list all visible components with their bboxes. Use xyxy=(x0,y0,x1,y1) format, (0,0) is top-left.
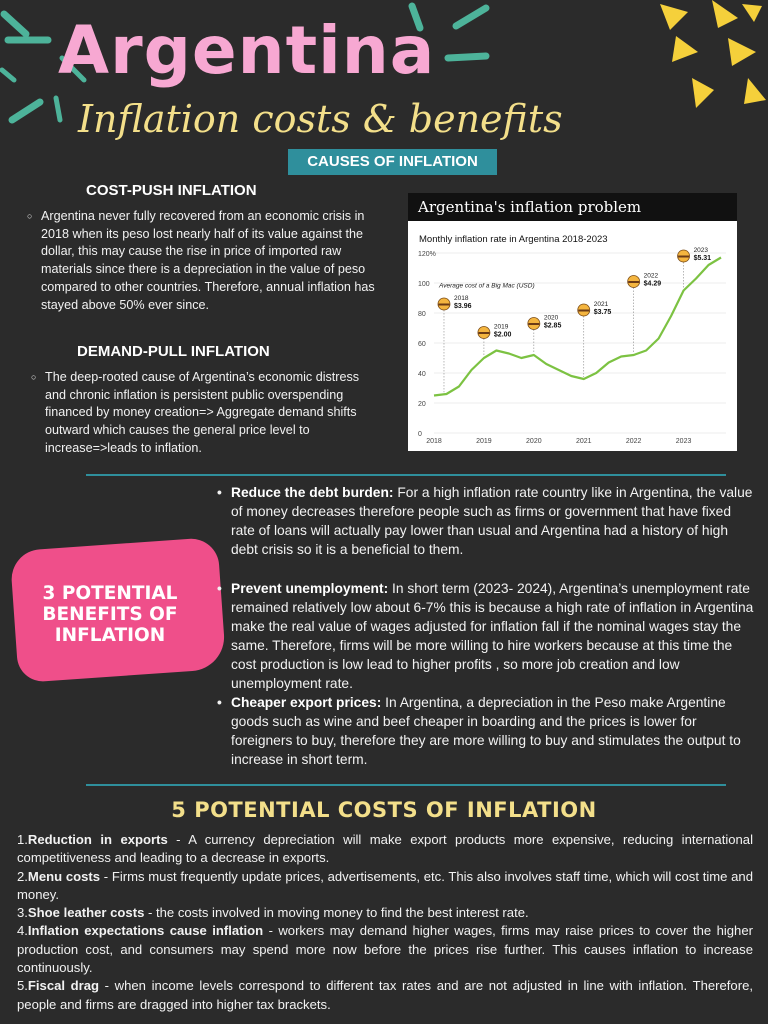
benefit-heading: Reduce the debt burden: xyxy=(231,485,394,500)
cost-text: - A currency depreciation will make export products more expensive, reducing international competitiveness and leading to a decrease in exports. xyxy=(17,832,753,866)
costs-list xyxy=(17,831,753,1014)
costs-title: 5 POTENTIAL COSTS OF INFLATION xyxy=(171,798,597,822)
bigmac-year: 2021 xyxy=(593,301,609,308)
annotation-title: Average cost of a Big Mac (USD) xyxy=(439,282,535,290)
inflation-line xyxy=(434,258,721,396)
chart-subtitle: Monthly inflation rate in Argentina 2018-2023 xyxy=(419,234,608,245)
bigmac-price: $2.00 xyxy=(493,331,512,339)
bigmac-year: 2022 xyxy=(643,272,659,280)
cost-item xyxy=(17,904,753,922)
demand-pull-text: ○ The deep-rooted cause of Argentina’s economic distress and chronic inflation is persistent public overspending financed by money creation=> Aggregate demand shifts outward which causes the general price level to increase=>leads to inflation. xyxy=(45,369,380,458)
x-tick-label: 2019 xyxy=(476,438,492,445)
x-tick-label: 2022 xyxy=(625,438,642,445)
cost-item xyxy=(17,977,753,1014)
y-tick-label: 80 xyxy=(418,311,426,318)
benefit-heading: Prevent unemployment: xyxy=(231,581,389,596)
cost-heading: Reduction in exports xyxy=(27,832,168,847)
x-tick-label: 2023 xyxy=(675,438,692,445)
inflation-chart xyxy=(408,193,737,451)
benefit-item xyxy=(231,693,756,769)
y-tick-label: 60 xyxy=(418,341,426,348)
cost-text: - Firms must frequently update prices, advertisements, etc. This also involves staff time, which will cost time and money. xyxy=(17,868,753,902)
cost-number: 2. xyxy=(17,868,28,884)
cost-heading: Inflation expectations cause inflation xyxy=(27,923,264,939)
benefit-item xyxy=(231,483,756,559)
cost-number: 5. xyxy=(17,978,28,994)
chart-plot xyxy=(408,221,737,451)
bigmac-price: $3.96 xyxy=(453,303,472,310)
y-tick-label: 20 xyxy=(418,401,426,408)
benefit-text: In Argentina, a depreciation in the Peso make Argentine goods such as wine and beef cheaper in boarding and the prices is lower for foreigners to buy, therefore they are more willing to buy and stimulates the output to increase in short term. xyxy=(231,695,741,767)
cost-text: - when income levels correspond to different tax rates and are not adjusted in line with inflation. Therefore, people and firms are dragged into higher tax brackets. xyxy=(17,978,753,1012)
cost-heading: Shoe leather costs xyxy=(27,905,145,921)
page-title: Argentina xyxy=(58,12,436,89)
cost-heading: Fiscal drag xyxy=(27,978,100,994)
cost-heading: Menu costs xyxy=(27,868,101,884)
bigmac-price: $4.29 xyxy=(643,280,662,288)
cost-push-text: ○ Argentina never fully recovered from an economic crisis in 2018 when its peso lost nearly half of its value against the dollar, this may cause the rise in price of imported raw materials since there is a depreciation in the value of peso compared to other countries. Therefore, annual inflation has stayed above 50% ever since. xyxy=(41,208,393,314)
cost-push-heading: COST-PUSH INFLATION xyxy=(86,182,257,199)
cost-number: 3. xyxy=(17,905,28,921)
page-subtitle: Inflation costs & benefits xyxy=(78,97,563,141)
x-tick-label: 2018 xyxy=(426,438,442,445)
cost-number: 1. xyxy=(17,832,28,847)
bigmac-price: $2.85 xyxy=(543,322,562,330)
bigmac-year: 2023 xyxy=(693,247,709,254)
bigmac-year: 2019 xyxy=(493,323,509,331)
burger-patty-icon xyxy=(528,323,539,325)
cost-number: 4. xyxy=(17,923,28,939)
cost-text: - workers may demand higher wages, firms may raise prices to cover the higher production cost, and consumers may spend more now before the prices rise further. This causes inflation to increase continuously. xyxy=(17,923,753,976)
burger-patty-icon xyxy=(678,256,689,258)
y-tick-label: 120% xyxy=(418,251,436,258)
cost-item xyxy=(17,868,753,905)
yellow-triangles xyxy=(660,0,766,108)
burger-patty-icon xyxy=(578,310,589,312)
cost-text: - the costs involved in moving money to find the best interest rate. xyxy=(144,905,529,921)
cost-item xyxy=(17,831,753,868)
burger-patty-icon xyxy=(438,304,449,306)
divider-top xyxy=(86,474,726,476)
chart-title: Argentina's inflation problem xyxy=(408,193,737,221)
bigmac-year: 2018 xyxy=(453,295,469,302)
burger-patty-icon xyxy=(628,281,639,283)
x-tick-label: 2020 xyxy=(526,438,542,445)
x-tick-label: 2021 xyxy=(575,438,592,445)
benefit-item xyxy=(231,579,756,693)
benefit-text: For a high inflation rate country like in Argentina, the value of money decreases therefore people such as firms or government that have fixed rate of loans will actually pay lower than usual and Argentina had a history of high debt crisis so it is a beneficial to them. xyxy=(231,485,753,557)
benefit-text: In short term (2023- 2024), Argentina’s unemployment rate remained relatively low about 6-7% this is because a high rate of inflation in Argentina make the real value of wages adjusted for inflation fall if the nominal wages stay the same. Therefore, firms will be more willing to hire workers because at this time the cost production is low lead to higher profits , so more job creation and low unemployment rate. xyxy=(231,581,754,691)
divider-bottom xyxy=(86,784,726,786)
causes-banner: CAUSES OF INFLATION xyxy=(288,149,497,175)
bigmac-price: $3.75 xyxy=(593,309,612,316)
bigmac-year: 2020 xyxy=(543,314,559,322)
y-tick-label: 0 xyxy=(418,431,422,438)
burger-patty-icon xyxy=(478,332,489,334)
benefit-heading: Cheaper export prices: xyxy=(231,695,382,710)
y-tick-label: 40 xyxy=(418,371,426,378)
bigmac-price: $5.31 xyxy=(693,255,712,262)
demand-pull-heading: DEMAND-PULL INFLATION xyxy=(77,343,270,360)
benefits-label: 3 POTENTIAL BENEFITS OF INFLATION xyxy=(42,583,178,646)
cost-item xyxy=(17,922,753,977)
y-tick-label: 100 xyxy=(418,281,430,288)
